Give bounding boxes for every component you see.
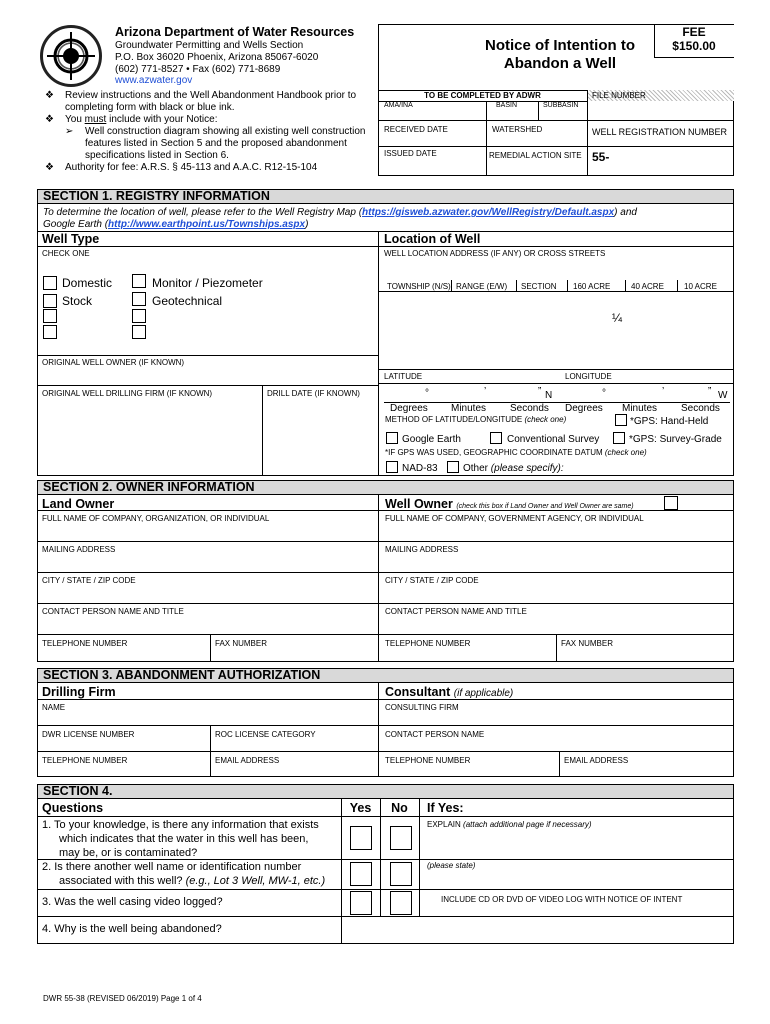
lat-degrees-label: Degrees — [390, 403, 428, 414]
other-datum-label: Other (please specify): — [463, 463, 564, 474]
section1-title: SECTION 1. REGISTRY INFORMATION — [37, 189, 734, 204]
subbasin-label: SUBBASIN — [543, 102, 579, 109]
agency-phone: (602) 771-8527 • Fax (602) 771-8689 — [115, 64, 281, 75]
dwr-license-label: DWR LICENSE NUMBER — [42, 730, 135, 739]
land-phone-label: TELEPHONE NUMBER — [42, 639, 128, 648]
received-date-label: RECEIVED DATE — [384, 125, 448, 134]
other-type-checkbox-1[interactable] — [43, 309, 57, 323]
acre40-label: 40 ACRE — [631, 282, 664, 291]
firm-phone-label: TELEPHONE NUMBER — [42, 756, 128, 765]
instr-sub1a: Well construction diagram showing all existing well construction — [85, 126, 366, 137]
same-owner-checkbox[interactable] — [664, 496, 678, 510]
file-number-label: FILE NUMBER — [592, 91, 646, 100]
location-address-label: WELL LOCATION ADDRESS (IF ANY) OR CROSS STREETS — [384, 249, 606, 258]
adwr-header: TO BE COMPLETED BY ADWR — [424, 91, 541, 100]
instr-3: Authority for fee: A.R.S. § 45-113 and A.A.C. R12-15-104 — [65, 162, 318, 173]
range-label: RANGE (E/W) — [456, 282, 508, 291]
footer-text: DWR 55-38 (REVISED 06/2019) Page 1 of 4 — [43, 994, 202, 1003]
form-title-line1: Notice of Intention to — [485, 37, 635, 54]
q1-explain-label: EXPLAIN (attach additional page if necessary) — [427, 820, 592, 829]
bullet-icon: ❖ — [45, 90, 54, 101]
earthpoint-link[interactable]: http://www.earthpoint.us/Townships.aspx — [108, 219, 306, 230]
well-mailing-label: MAILING ADDRESS — [385, 545, 459, 554]
instr-2: You must include with your Notice: — [65, 114, 218, 125]
geotechnical-checkbox[interactable] — [132, 292, 146, 306]
google-earth-checkbox[interactable] — [386, 432, 398, 444]
gps-hand-label: *GPS: Hand-Held — [630, 416, 709, 427]
ama-ina-label: AMA/INA — [384, 102, 413, 109]
lat-degree-symbol: ° — [425, 388, 429, 399]
firm-name-label: NAME — [42, 703, 66, 712]
q2-line2: associated with this well? (e.g., Lot 3 Well, MW-1, etc.) — [59, 875, 326, 887]
section1-note-line1: To determine the location of well, please refer to the Well Registry Map (https://gisweb.azwater.gov/WellRegistry/Default.aspx) and — [43, 207, 637, 218]
q2-line1: 2. Is there another well name or identification number — [42, 861, 302, 873]
land-mailing-label: MAILING ADDRESS — [42, 545, 116, 554]
other-type-checkbox-3[interactable] — [43, 325, 57, 339]
q2-note: (please state) — [427, 861, 476, 870]
land-owner-heading: Land Owner — [42, 497, 115, 511]
lat-minutes-label: Minutes — [451, 403, 487, 414]
well-city-label: CITY / STATE / ZIP CODE — [385, 576, 479, 585]
lon-minutes-label: Minutes — [622, 403, 658, 414]
section2-title: SECTION 2. OWNER INFORMATION — [37, 480, 734, 495]
q1-line3: may be, or is contaminated? — [59, 847, 198, 859]
stock-label: Stock — [62, 294, 93, 308]
q2-no-checkbox[interactable] — [390, 862, 412, 886]
firm-email-label: EMAIL ADDRESS — [215, 756, 280, 765]
well-contact-label: CONTACT PERSON NAME AND TITLE — [385, 607, 527, 616]
section4-title: SECTION 4. — [37, 784, 734, 799]
drill-date-label: DRILL DATE (IF KNOWN) — [267, 389, 360, 398]
other-type-checkbox-2[interactable] — [132, 309, 146, 323]
arrow-icon: ➢ — [65, 126, 74, 137]
agency-name: Arizona Department of Water Resources — [115, 25, 355, 39]
well-type-heading: Well Type — [42, 232, 100, 246]
consultant-email-label: EMAIL ADDRESS — [564, 756, 629, 765]
seal-graphic — [43, 28, 99, 84]
consulting-firm-label: CONSULTING FIRM — [385, 703, 459, 712]
q3-no-checkbox[interactable] — [390, 891, 412, 915]
lon-second-symbol: ” — [708, 386, 712, 397]
q4-text: 4. Why is the well being abandoned? — [42, 923, 222, 935]
instr-1b: completing form with black or blue ink. — [65, 102, 235, 113]
gps-survey-checkbox[interactable] — [613, 432, 625, 444]
watershed-label: WATERSHED — [492, 125, 543, 134]
lon-degree-symbol: ° — [602, 388, 606, 399]
fee-value: $150.00 — [672, 39, 716, 53]
q3-text: 3. Was the well casing video logged? — [42, 896, 223, 908]
land-full-name-label: FULL NAME OF COMPANY, ORGANIZATION, OR INDIVIDUAL — [42, 514, 270, 523]
well-registry-link[interactable]: https://gisweb.azwater.gov/WellRegistry/Default.aspx — [362, 207, 615, 218]
monitor-checkbox[interactable] — [132, 274, 146, 288]
datum-label: *IF GPS WAS USED, GEOGRAPHIC COORDINATE DATUM (check one) — [385, 448, 647, 457]
lat-n-label: N — [545, 390, 553, 401]
remedial-action-label: REMEDIAL ACTION SITE — [489, 151, 582, 160]
monitor-label: Monitor / Piezometer — [152, 276, 263, 290]
google-earth-label: Google Earth — [402, 434, 461, 445]
quarter-symbol: ¼ — [612, 311, 623, 325]
section-label: SECTION — [521, 282, 557, 291]
agency-website-link[interactable]: www.azwater.gov — [115, 75, 193, 86]
stock-checkbox[interactable] — [43, 294, 57, 308]
lat-seconds-label: Seconds — [510, 403, 549, 414]
q1-no-checkbox[interactable] — [390, 826, 412, 850]
acre10-label: 10 ACRE — [684, 282, 717, 291]
section1-note-line2: Google Earth (http://www.earthpoint.us/Townships.aspx) — [43, 219, 309, 230]
form-title-line2: Abandon a Well — [503, 55, 617, 72]
lat-second-symbol: ” — [538, 386, 542, 397]
instr-1a: Review instructions and the Well Abandonment Handbook prior to — [65, 90, 357, 101]
acre160-label: 160 ACRE — [573, 282, 611, 291]
conventional-checkbox[interactable] — [490, 432, 502, 444]
lon-w-label: W — [718, 390, 728, 401]
other-datum-checkbox[interactable] — [447, 461, 459, 473]
land-city-label: CITY / STATE / ZIP CODE — [42, 576, 136, 585]
land-contact-label: CONTACT PERSON NAME AND TITLE — [42, 607, 184, 616]
roc-license-label: ROC LICENSE CATEGORY — [215, 730, 316, 739]
yes-heading: Yes — [349, 801, 372, 815]
agency-address: P.O. Box 36020 Phoenix, Arizona 85067-6020 — [115, 52, 319, 63]
fee-label: FEE — [682, 25, 706, 39]
check-one-label: CHECK ONE — [42, 249, 90, 258]
q1-yes-checkbox[interactable] — [350, 826, 372, 850]
lon-minute-symbol: ’ — [662, 386, 665, 397]
land-fax-label: FAX NUMBER — [215, 639, 268, 648]
instr-sub1b: features listed in Section 5 and the proposed abandonment — [85, 138, 347, 149]
agency-section: Groundwater Permitting and Wells Section — [115, 40, 304, 51]
if-yes-heading: If Yes: — [427, 801, 464, 815]
gps-survey-label: *GPS: Survey-Grade — [629, 434, 722, 445]
drilling-firm-heading: Drilling Firm — [42, 685, 116, 699]
q1-line2: which indicates that the water in this well has been, — [59, 833, 309, 845]
gps-hand-checkbox[interactable] — [615, 414, 627, 426]
lon-seconds-label: Seconds — [681, 403, 720, 414]
nad83-label: NAD-83 — [402, 463, 438, 474]
questions-heading: Questions — [42, 801, 104, 815]
well-fax-label: FAX NUMBER — [561, 639, 614, 648]
section3-title: SECTION 3. ABANDONMENT AUTHORIZATION — [37, 668, 734, 683]
location-heading: Location of Well — [384, 232, 481, 246]
no-heading: No — [391, 801, 408, 815]
q1-line1: 1. To your knowledge, is there any information that exists — [42, 819, 319, 831]
adwr-seal — [40, 25, 102, 87]
well-phone-label: TELEPHONE NUMBER — [385, 639, 471, 648]
conventional-label: Conventional Survey — [507, 434, 600, 445]
nad83-checkbox[interactable] — [386, 461, 398, 473]
geotechnical-label: Geotechnical — [152, 294, 223, 308]
q3-note: INCLUDE CD OR DVD OF VIDEO LOG WITH NOTICE OF INTENT — [441, 895, 683, 904]
well-reg-number-label: WELL REGISTRATION NUMBER — [592, 127, 728, 137]
longitude-label: LONGITUDE — [565, 372, 612, 381]
domestic-label: Domestic — [62, 276, 113, 290]
reg-prefix: 55- — [592, 150, 610, 164]
method-label: METHOD OF LATITUDE/LONGITUDE (check one) — [385, 415, 567, 424]
bullet-icon: ❖ — [45, 162, 54, 173]
bullet-icon: ❖ — [45, 114, 54, 125]
well-owner-heading: Well Owner (check this box if Land Owner and Well Owner are same) — [385, 497, 634, 511]
contact-person-label: CONTACT PERSON NAME — [385, 730, 485, 739]
consultant-phone-label: TELEPHONE NUMBER — [385, 756, 471, 765]
original-owner-label: ORIGINAL WELL OWNER (IF KNOWN) — [42, 358, 185, 367]
q2-yes-checkbox[interactable] — [350, 862, 372, 886]
other-type-checkbox-4[interactable] — [132, 325, 146, 339]
lat-minute-symbol: ’ — [484, 386, 487, 397]
issued-date-label: ISSUED DATE — [384, 149, 437, 158]
well-full-name-label: FULL NAME OF COMPANY, GOVERNMENT AGENCY, OR INDIVIDUAL — [385, 514, 644, 523]
latitude-label: LATITUDE — [384, 372, 423, 381]
original-firm-label: ORIGINAL WELL DRILLING FIRM (IF KNOWN) — [42, 389, 213, 398]
domestic-checkbox[interactable] — [43, 276, 57, 290]
lon-degrees-label: Degrees — [565, 403, 603, 414]
township-label: TOWNSHIP (N/S) — [387, 282, 451, 291]
q3-yes-checkbox[interactable] — [350, 891, 372, 915]
basin-label: BASIN — [496, 102, 518, 109]
consultant-heading: Consultant (if applicable) — [385, 685, 514, 699]
instr-sub1c: specifications listed in Section 6. — [85, 150, 229, 161]
